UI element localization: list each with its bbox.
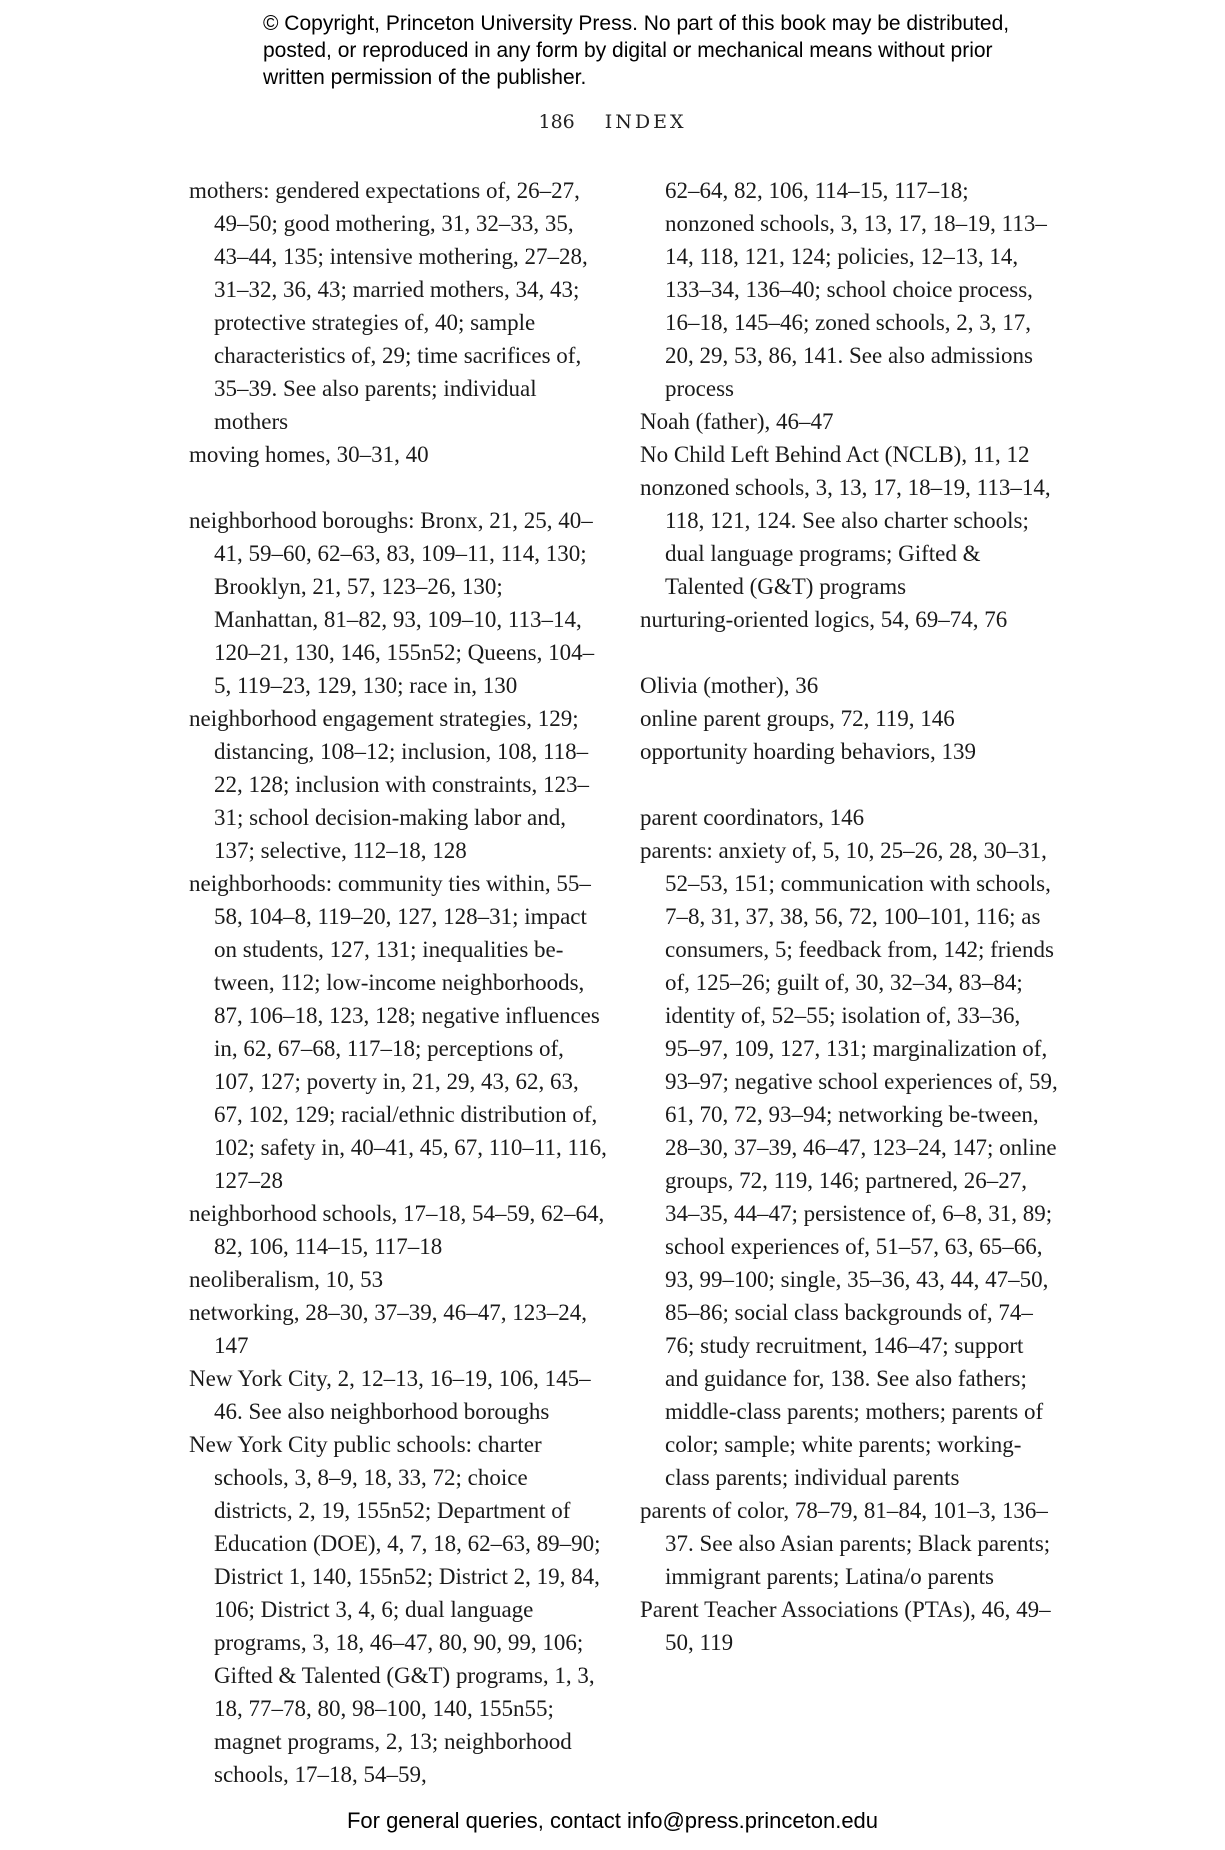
index-entry: New York City public schools: charter schools, 3, 8–9, 18, 33, 72; choice districts, 2, 19, 155n52; Department of Education (DOE), 4, 7, 18, 62–63, 89–90; District 1, 140, 155n52; District 2, 19, 84, 106; District 3, 4, 6; dual language programs, 3, 18, 46–47, 80, 90, 99, 106; Gifted & Talented (G&T) programs, 1, 3, 18, 77–78, 80, 98–100, 140, 155n55; magnet programs, 2, 13; neighborhood schools, 17–18, 54–59, bbox=[189, 1432, 601, 1787]
index-entry: mothers: gendered expectations of, 26–27, 49–50; good mothering, 31, 32–33, 35, 43–44, 135; intensive mothering, 27–28, 31–32, 36, 43; married mothers, 34, 43; protective strategies of, 40; sample characteristics of, 29; time sacrifices of, 35–39. See also parents; individual mothers bbox=[189, 178, 588, 434]
index-entry: parent coordinators, 146 bbox=[640, 805, 865, 830]
index-entry: online parent groups, 72, 119, 146 bbox=[640, 706, 955, 731]
index-entry: Parent Teacher Associations (PTAs), 46, 49–50, 119 bbox=[640, 1597, 1051, 1655]
footer-contact: For general queries, contact info@press.princeton.edu bbox=[346, 1808, 879, 1833]
index-entry: moving homes, 30–31, 40 bbox=[189, 442, 429, 467]
index-entry: Noah (father), 46–47 bbox=[640, 409, 834, 434]
index-entry: nurturing-oriented logics, 54, 69–74, 76 bbox=[640, 607, 1008, 632]
index-entry: neighborhood boroughs: Bronx, 21, 25, 40–41, 59–60, 62–63, 83, 109–11, 114, 130; Brooklyn, 21, 57, 123–26, 130; Manhattan, 81–82, 93, 109–10, 113–14, 120–21, 130, 146, 155n52; Queens, 104–5, 119–23, 129, 130; race in, 130 bbox=[189, 508, 595, 698]
page-number: 186 bbox=[538, 111, 575, 133]
index-entry: parents of color, 78–79, 81–84, 101–3, 136–37. See also Asian parents; Black parents; immigrant parents; Latina/o parents bbox=[640, 1498, 1051, 1589]
running-header bbox=[0, 111, 1225, 133]
index-entry: parents: anxiety of, 5, 10, 25–26, 28, 30–31, 52–53, 151; communication with schools, 7–8, 31, 37, 38, 56, 72, 100–101, 116; as consumers, 5; feedback from, 142; friends of, 125–26; guilt of, 30, 32–34, 83–84; identity of, 52–55; isolation of, 33–36, 95–97, 109, 127, 131; marginalization of, 93–97; negative school experiences of, 59, 61, 70, 72, 93–94; networking be-tween, 28–30, 37–39, 46–47, 123–24, 147; online groups, 72, 119, 146; partnered, 26–27, 34–35, 44–47; persistence of, 6–8, 31, 89; school experiences of, 51–57, 63, 65–66, 93, 99–100; single, 35–36, 43, 44, 47–50, 85–86; social class backgrounds of, 74–76; study recruitment, 146–47; support and guidance for, 138. See also fathers; middle-class parents; mothers; parents of color; sample; white parents; working-class parents; individual parents bbox=[640, 838, 1058, 1490]
index-entry: neighborhoods: community ties within, 55–58, 104–8, 119–20, 127, 128–31; impact on students, 127, 131; inequalities be-tween, 112; low-income neighborhoods, 87, 106–18, 123, 128; negative influences in, 62, 67–68, 117–18; perceptions of, 107, 127; poverty in, 21, 29, 43, 62, 63, 67, 102, 129; racial/ethnic distribution of, 102; safety in, 40–41, 45, 67, 110–11, 116, 127–28 bbox=[189, 871, 607, 1193]
letter-group-gap bbox=[189, 471, 609, 504]
index-entry: neighborhood schools, 17–18, 54–59, 62–64, 82, 106, 114–15, 117–18 bbox=[189, 1201, 605, 1259]
index-entry: opportunity hoarding behaviors, 139 bbox=[640, 739, 977, 764]
index-entry: Olivia (mother), 36 bbox=[640, 673, 819, 698]
index-entry: neoliberalism, 10, 53 bbox=[189, 1267, 384, 1292]
letter-group-gap bbox=[640, 636, 1060, 669]
index-entry: No Child Left Behind Act (NCLB), 11, 12 bbox=[640, 442, 1030, 467]
index-entry: New York City, 2, 12–13, 16–19, 106, 145–46. See also neighborhood boroughs bbox=[189, 1366, 591, 1424]
index-entry-continued: 62–64, 82, 106, 114–15, 117–18; nonzoned schools, 3, 13, 17, 18–19, 113–14, 118, 121, 124; policies, 12–13, 14, 133–34, 136–40; school choice process, 16–18, 145–46; zoned schools, 2, 3, 17, 20, 29, 53, 86, 141. See also admissions process bbox=[665, 178, 1047, 401]
index-entry: networking, 28–30, 37–39, 46–47, 123–24, 147 bbox=[189, 1300, 588, 1358]
letter-group-gap bbox=[640, 768, 1060, 801]
copyright-notice: © Copyright, Princeton University Press. No part of this book may be distributed, posted, or reproduced in any form by digital or mechanical means without prior written permission of the publisher. bbox=[263, 12, 1010, 89]
index-column-right bbox=[640, 174, 1060, 1659]
index-entry: neighborhood engagement strategies, 129; distancing, 108–12; inclusion, 108, 118–22, 128; inclusion with constraints, 123–31; school decision-making labor and, 137; selective, 112–18, 128 bbox=[189, 706, 590, 863]
section-title: INDEX bbox=[604, 111, 687, 133]
index-column-left bbox=[189, 174, 609, 1791]
index-entry: nonzoned schools, 3, 13, 17, 18–19, 113–14, 118, 121, 124. See also charter schools; dual language programs; Gifted & Talented (G&T) programs bbox=[640, 475, 1051, 599]
